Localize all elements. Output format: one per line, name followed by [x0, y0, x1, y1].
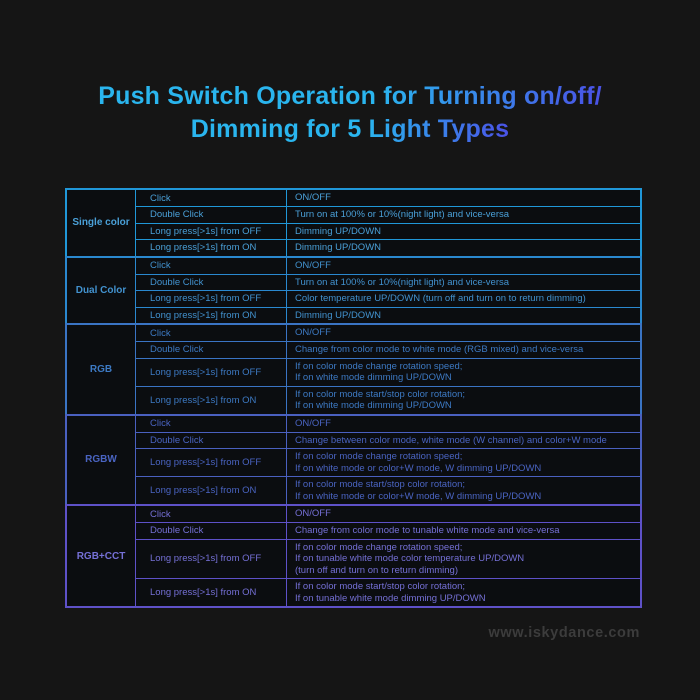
result-cell [287, 224, 640, 240]
action-cell: Long press[>1s] from OFF [136, 224, 287, 240]
result-cell [287, 579, 640, 606]
result-line: ON/OFF [295, 259, 331, 271]
result-line: If on color mode start/stop color rotation; [295, 479, 466, 490]
table-row [136, 416, 640, 432]
action-cell: Click [136, 506, 287, 522]
result-line: (turn off and turn on to return dimming) [295, 564, 458, 576]
result-cell [287, 308, 640, 324]
table-row [136, 386, 640, 414]
action-cell: Double Click [136, 523, 287, 539]
action-cell: Click [136, 258, 287, 274]
table-row [136, 578, 640, 606]
action-cell: Long press[>1s] from ON [136, 240, 287, 256]
table-row [136, 358, 640, 386]
result-line: Dimming UP/DOWN [295, 309, 382, 321]
action-cell: Click [136, 325, 287, 341]
result-line: If on white mode or color+W mode, W dimming UP/DOWN [295, 462, 542, 474]
result-line: If on color mode change rotation speed; [295, 451, 463, 462]
result-cell [287, 433, 640, 449]
light-type-label: RGB+CCT [67, 506, 136, 606]
result-cell [287, 540, 640, 579]
action-cell: Long press[>1s] from ON [136, 579, 287, 606]
table-row [136, 522, 640, 539]
result-line: ON/OFF [295, 192, 331, 204]
table-row [136, 206, 640, 223]
result-line: ON/OFF [295, 417, 331, 429]
result-line: If on color mode start/stop color rotation; [295, 388, 466, 400]
light-type-label: Single color [67, 190, 136, 256]
table-row [136, 341, 640, 358]
action-cell: Double Click [136, 433, 287, 449]
table-row [136, 290, 640, 307]
section-rows [136, 258, 640, 324]
table-row [136, 307, 640, 324]
result-cell [287, 207, 640, 223]
table-row [136, 274, 640, 291]
result-cell [287, 240, 640, 256]
result-line: If on color mode change rotation speed; [295, 360, 463, 372]
action-cell: Long press[>1s] from ON [136, 387, 287, 414]
result-line: Change between color mode, white mode (W channel) and color+W mode [295, 434, 607, 446]
light-type-label: RGBW [67, 416, 136, 505]
light-type-section-dual-color [65, 256, 642, 324]
result-line: Dimming UP/DOWN [295, 225, 382, 237]
action-cell: Long press[>1s] from OFF [136, 359, 287, 386]
table-row [136, 258, 640, 274]
section-rows [136, 506, 640, 606]
result-line: If on white mode dimming UP/DOWN [295, 400, 452, 411]
table-row [136, 539, 640, 579]
result-line: Turn on at 100% or 10%(night light) and vice-versa [295, 276, 510, 288]
result-line: If on color mode start/stop color rotation; [295, 581, 466, 592]
result-cell [287, 359, 640, 386]
result-cell [287, 506, 640, 522]
result-cell [287, 387, 640, 414]
result-line: Dimming UP/DOWN [295, 242, 382, 253]
result-line: Change from color mode to white mode (RGB mixed) and vice-versa [295, 344, 584, 355]
light-type-section-rgb-cct [65, 504, 642, 608]
result-cell [287, 190, 640, 206]
result-cell [287, 342, 640, 358]
result-cell [287, 449, 640, 476]
result-cell [287, 325, 640, 341]
table-row [136, 448, 640, 476]
result-line: Color temperature UP/DOWN (turn off and turn on to return dimming) [295, 293, 586, 304]
result-cell [287, 523, 640, 539]
action-cell: Long press[>1s] from ON [136, 308, 287, 324]
result-cell [287, 477, 640, 504]
result-cell [287, 275, 640, 291]
page-title [0, 80, 700, 146]
result-line: If on tunable white mode dimming UP/DOWN [295, 592, 486, 604]
result-line: If on color mode change rotation speed; [295, 541, 463, 553]
action-cell: Long press[>1s] from OFF [136, 449, 287, 476]
section-rows [136, 325, 640, 414]
result-line: Turn on at 100% or 10%(night light) and vice-versa [295, 209, 510, 220]
action-cell: Long press[>1s] from OFF [136, 540, 287, 579]
light-type-section-rgb [65, 323, 642, 414]
result-line: If on tunable white mode color temperature UP/DOWN [295, 553, 525, 564]
table-row [136, 476, 640, 504]
light-type-section-single-color [65, 188, 642, 256]
operation-table [65, 188, 642, 608]
result-cell [287, 291, 640, 307]
title-line-2: Dimming for 5 Light Types [191, 113, 509, 146]
table-row [136, 190, 640, 206]
light-type-label: RGB [67, 325, 136, 414]
action-cell: Double Click [136, 207, 287, 223]
section-rows [136, 416, 640, 505]
table-row [136, 506, 640, 522]
action-cell: Click [136, 190, 287, 206]
result-cell [287, 258, 640, 274]
action-cell: Double Click [136, 275, 287, 291]
light-type-section-rgbw [65, 414, 642, 505]
action-cell: Click [136, 416, 287, 432]
action-cell: Long press[>1s] from ON [136, 477, 287, 504]
website-url: www.iskydance.com [488, 625, 640, 641]
result-cell [287, 416, 640, 432]
table-row [136, 432, 640, 449]
result-line: If on white mode dimming UP/DOWN [295, 372, 452, 383]
table-row [136, 239, 640, 256]
result-line: If on white mode or color+W mode, W dimming UP/DOWN [295, 490, 542, 502]
table-row [136, 223, 640, 240]
result-line: Change from color mode to tunable white mode and vice-versa [295, 525, 560, 536]
table-row [136, 325, 640, 341]
result-line: ON/OFF [295, 508, 331, 520]
action-cell: Double Click [136, 342, 287, 358]
action-cell: Long press[>1s] from OFF [136, 291, 287, 307]
light-type-label: Dual Color [67, 258, 136, 324]
result-line: ON/OFF [295, 327, 331, 339]
title-line-1: Push Switch Operation for Turning on/off/ [98, 80, 602, 113]
section-rows [136, 190, 640, 256]
